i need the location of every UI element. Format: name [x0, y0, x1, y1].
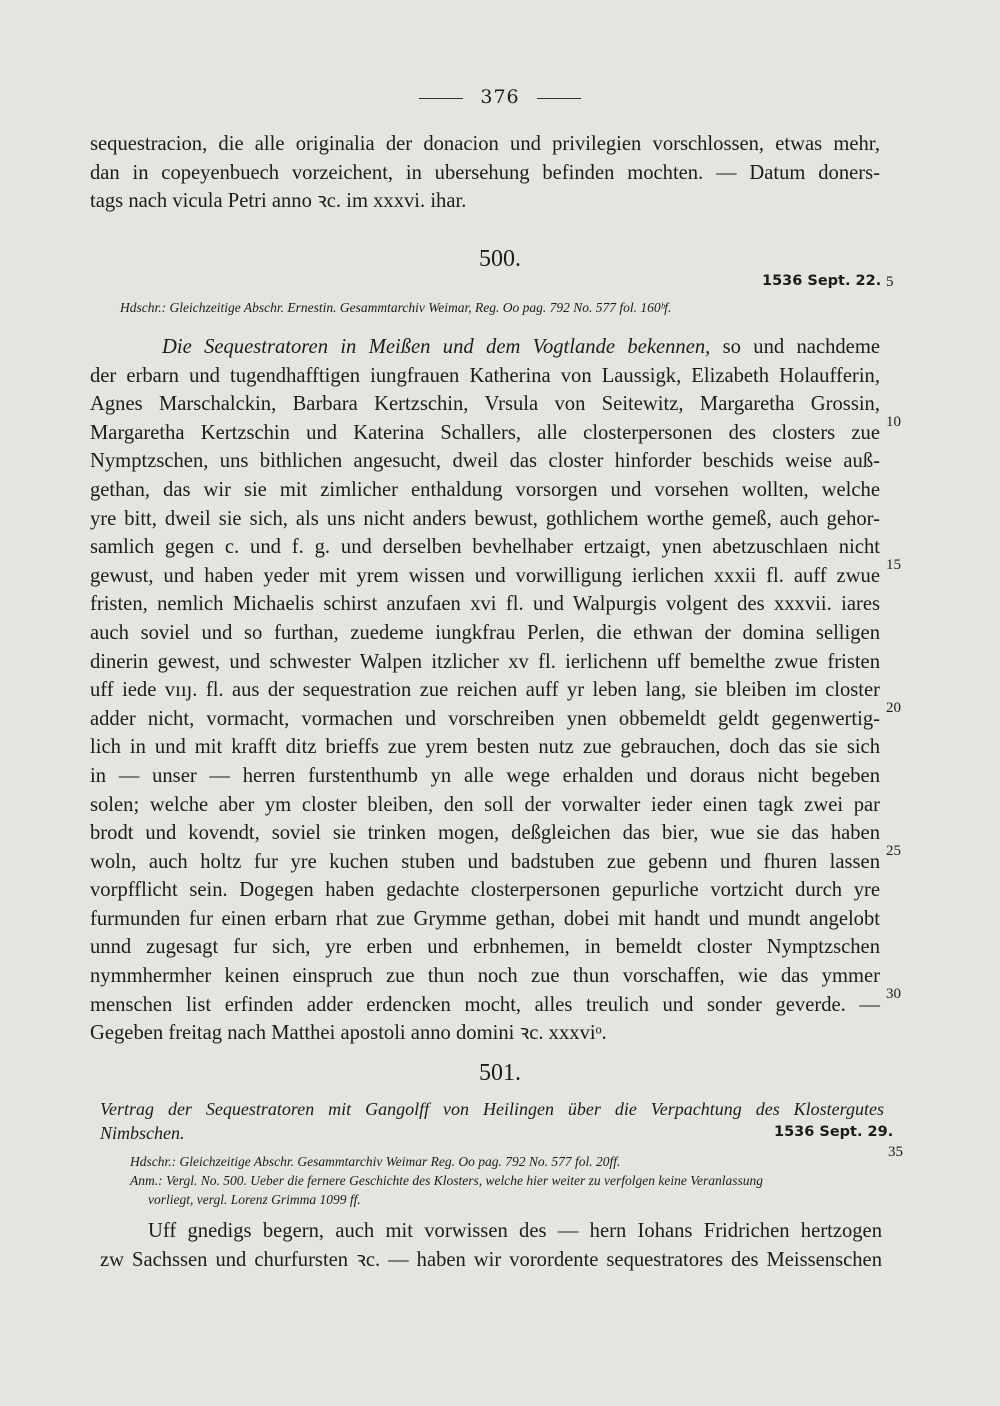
text-line: Agnes Marschalckin, Barbara Kertzschin, Vrsula von Seitewitz, Margaretha Grossin,: [90, 393, 880, 416]
text-line: zw Sachssen und churfursten ꝛc. — haben wir vorordente sequestratores des Meissenschen: [100, 1248, 882, 1271]
line-number-15: 15: [886, 557, 901, 573]
text-line: Margaretha Kertzschin und Katerina Schallers, alle closterpersonen des closters zue: [90, 421, 880, 444]
text-line: der erbarn und tugendhafftigen iungfrauen Katherina von Laussigk, Elizabeth Holaufferin,: [90, 364, 880, 387]
page-header: [0, 86, 1000, 108]
line-number-30: 30: [886, 986, 901, 1002]
text-line: in — unser — herren furstenthumb yn alle wege erhalden und doraus nicht begeben: [90, 764, 880, 787]
text-line: furmunden fur einen erbarn rhat zue Grymme gethan, dobei mit handt und mundt angelobt: [90, 907, 880, 930]
line-number-20: 20: [886, 700, 901, 716]
text-line: solen; welche aber ym closter bleiben, den soll der vorwalter ieder einen tagk zwei par: [90, 793, 880, 816]
text-line: yre bitt, dweil sie sich, als uns nicht anders bewust, gothlichem worthe gemeß, auch gehor-: [90, 507, 880, 530]
intro-rest: so und nachdeme: [722, 336, 880, 358]
text-line: woln, auch holtz fur yre kuchen stuben und badstuben zue gebenn und fhuren lassen: [90, 850, 880, 873]
text-line: brodt und kovendt, soviel sie trinken mogen, deßgleichen das bier, wue sie das haben: [90, 822, 880, 845]
text-line: auch soviel und so furthan, zuedeme iungkfrau Perlen, die ethwan der domina selligen: [90, 621, 880, 644]
entry-501-text: [100, 1217, 882, 1274]
text-line: Uff gnedigs begern, auch mit vorwissen des — hern Iohans Fridrichen hertzogen: [148, 1220, 882, 1242]
entry-500-text: [90, 333, 880, 1048]
line-number-10: 10: [886, 414, 901, 430]
text-line: unnd zugesagt fur sich, yre erben und erbnhemen, in bemeldt closter Nymptzschen: [90, 936, 880, 959]
text-line: gethan, das wir sie mit zimlicher enthaldung vorsorgen und vorsehen wollten, welche: [90, 478, 880, 501]
text-line: fristen, nemlich Michaelis schirst anzufaen xvi fl. und Walpurgis volgent des xxxvii. iares: [90, 593, 880, 616]
text-line: dinerin gewest, und schwester Walpen itzlicher xv fl. ierlichenn uff bemelthe zwue fristen: [90, 650, 880, 673]
line-number-5: 5: [886, 274, 894, 290]
entry-500-source: Hdschr.: Gleichzeitige Abschr. Ernestin. Gesammtarchiv Weimar, Reg. Oo pag. 792 No. 577 fol. 160ᵇf.: [120, 300, 672, 315]
entry-501-number: 501.: [479, 1060, 521, 1086]
entry-501-notes: [130, 1152, 880, 1209]
text-line: menschen list erfinden adder erdencken mocht, alles treulich und sonder geverde. —: [90, 993, 880, 1016]
text-line: tags nach vicula Petri anno ꝛc. im xxxvi. ihar.: [90, 190, 467, 213]
summary-line-1: Vertrag der Sequestratoren mit Gangolff von Heilingen über die Verpachtung des Klostergutes: [100, 1099, 884, 1119]
entry-500-number: 500.: [479, 246, 521, 272]
summary-line-2: Nimbschen.: [100, 1123, 185, 1143]
text-line: dan in copeyenbuech vorzeichent, in ubersehung befinden mochten. — Datum doners-: [90, 161, 880, 184]
note-anm-1: Anm.: Vergl. No. 500. Ueber die fernere Geschichte des Klosters, welche hier weiter zu verfolgen keine Veranlassung: [130, 1173, 763, 1188]
line-number-35: 35: [888, 1144, 903, 1160]
text-line: Nymptzschen, uns bithlichen angesucht, dweil das closter hinforder beschids weise auß-: [90, 450, 880, 473]
header-rule-right: [537, 98, 581, 99]
line-number-25: 25: [886, 843, 901, 859]
text-line-first: [90, 333, 880, 362]
text-line: nymmhermher keinen einspruch zue thun noch zue thun vorschaffen, wie das ymmer: [90, 965, 880, 988]
previous-entry-text: [90, 130, 880, 216]
text-line: lich in und mit krafft ditz brieffs zue yrem besten nutz zue gebrauchen, doch das sie sich: [90, 736, 880, 759]
text-line: samlich gegen c. und f. g. und derselben bevhelhaber ertzaigt, ynen abetzuschlaen nicht: [90, 536, 880, 559]
page-number: 376: [480, 86, 520, 108]
intro-italic: Die Sequestratoren in Meißen und dem Vogtlande bekennen,: [162, 336, 711, 358]
entry-501-summary: [100, 1097, 884, 1145]
entry-500-date: 1536 Sept. 22.: [762, 273, 882, 289]
text-line: vorpfflicht sein. Dogegen haben gedachte closterpersonen gepurliche vortzicht durch yre: [90, 879, 880, 902]
entry-501-date: 1536 Sept. 29.: [774, 1124, 894, 1140]
note-anm-2: vorliegt, vergl. Lorenz Grimma 1099 ff.: [148, 1192, 361, 1207]
text-line: sequestracion, die alle originalia der donacion und privilegien vorschlossen, etwas mehr,: [90, 133, 880, 155]
text-line: uff iede vııȷ. fl. aus der sequestration zue reichen auff yr leben lang, sie bleiben im closter: [90, 679, 880, 702]
text-line: gewust, und haben yeder mit yrem wissen und vorwilligung ierlichen xxxii fl. auff zwue: [90, 564, 880, 587]
text-line: Gegeben freitag nach Matthei apostoli anno domini ꝛc. xxxviᵒ.: [90, 1022, 607, 1045]
note-source: Hdschr.: Gleichzeitige Abschr. Gesammtarchiv Weimar Reg. Oo pag. 792 No. 577 fol. 20ff.: [130, 1154, 621, 1169]
header-rule-left: [419, 98, 463, 99]
text-line: adder nicht, vormacht, vormachen und vorschreiben ynen obbemeldt geldt gegenwertig-: [90, 707, 880, 730]
